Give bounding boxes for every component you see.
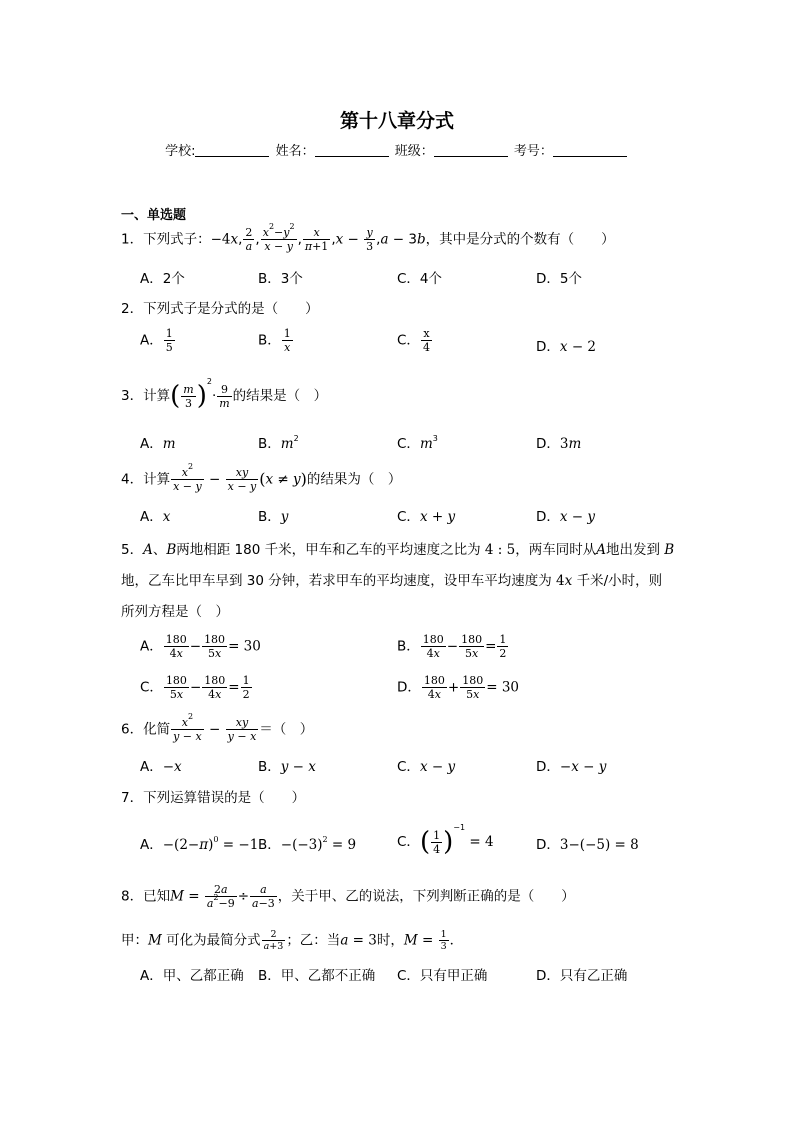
student-info-line xyxy=(0,140,794,159)
q2-option-a[interactable]: A． $\frac{1}{5}$ xyxy=(140,327,173,354)
q5-option-a[interactable]: A． $\frac{180}{4x}$ − $\frac{180}{5x}$ = 30 xyxy=(140,633,261,660)
q8-option-c[interactable]: C．只有甲正确 xyxy=(397,968,488,984)
q6-option-d[interactable]: D．−x − y xyxy=(536,759,607,775)
q8-option-b[interactable]: B．甲、乙都不正确 xyxy=(258,968,376,984)
question-2: 2．下列式子是分式的是（ ） xyxy=(121,301,319,317)
q7-option-a[interactable]: A．$-(2-\pi)^0 = -1$ xyxy=(140,835,259,853)
name-label: 姓名： xyxy=(275,144,315,159)
q8-option-a[interactable]: A．甲、乙都正确 xyxy=(140,968,244,984)
question-5-line-2: 地，乙车比甲车早到 30 分钟，若求甲车的平均速度，设甲车平均速度为 4x 千米/小时，则 xyxy=(121,573,663,589)
exam-number-label: 考号： xyxy=(513,144,553,159)
q7-option-c[interactable]: C．( $\frac{1}{4}$ )$^{-1}$ = 4 xyxy=(397,823,494,857)
q4-option-a[interactable]: A．x xyxy=(140,509,171,525)
q1-option-b[interactable]: B．3个 xyxy=(258,271,303,287)
q7-option-d[interactable]: D．3−(−5) = 8 xyxy=(536,837,639,853)
q6-option-c[interactable]: C．x − y xyxy=(397,759,456,775)
question-5-line-1: 5．A、B两地相距 180 千米，甲车和乙车的平均速度之比为 4 : 5，两车同时从A地出发到 B xyxy=(121,542,675,558)
q5-option-b[interactable]: B． $\frac{180}{4x}$ − $\frac{180}{5x}$ = $\frac{1}{2}$ xyxy=(397,633,507,660)
name-blank[interactable] xyxy=(315,144,389,157)
school-label: 学校: xyxy=(165,144,196,159)
q2-option-d[interactable]: D．x − 2 xyxy=(536,339,597,355)
q3-option-a[interactable]: A．m xyxy=(140,436,176,452)
school-blank[interactable] xyxy=(195,144,269,157)
question-5-line-3: 所列方程是（ ） xyxy=(121,604,229,620)
q5-option-d[interactable]: D． $\frac{180}{4x}$ + $\frac{180}{5x}$ = 30 xyxy=(397,674,519,701)
q6-option-a[interactable]: A．−x xyxy=(140,759,182,775)
formula: $\frac{x^2-y^2}{x - y}$ xyxy=(262,222,295,253)
question-4: 4．计算 $\frac{x^2}{x - y}$ − $\frac{xy}{x - y}$ (x ≠ y)的结果为（ ） xyxy=(121,462,402,493)
question-7: 7．下列运算错误的是（ ） xyxy=(121,790,306,806)
question-3: 3．计算( $\frac{m}{3}$ )$^2$· $\frac{9}{m}$ 的结果是（ ） xyxy=(121,377,328,411)
q8-option-d[interactable]: D．只有乙正确 xyxy=(536,968,628,984)
question-8: 8．已知M = $\frac{2a}{a^2-9}$ ÷ $\frac{a}{a-3}$ ，关于甲、乙的说法，下列判断正确的是（ ） xyxy=(121,883,575,910)
q6-option-b[interactable]: B．y − x xyxy=(258,759,316,775)
q4-option-d[interactable]: D．x − y xyxy=(536,509,596,525)
formula: $\frac{x}{\pi+1}$ xyxy=(304,226,329,253)
q4-option-c[interactable]: C．x + y xyxy=(397,509,456,525)
q7-option-b[interactable]: B．$-(-3)^2 = 9$ xyxy=(258,835,357,853)
page-title: 第十八章分式 xyxy=(339,110,454,132)
q1-option-c[interactable]: C．4个 xyxy=(397,271,443,287)
formula: $\frac{y}{3}$ xyxy=(366,226,374,253)
q1-option-a[interactable]: A．2个 xyxy=(140,271,185,287)
question-6: 6．化简 $\frac{x^2}{y - x}$ − $\frac{xy}{y - x}$ ＝（ ） xyxy=(121,712,314,743)
q4-option-b[interactable]: B．y xyxy=(258,509,289,525)
question-1: 1．下列式子：−4x, $\frac{2}{a}$ , $\frac{x^2-y^2}{x - y}$ , $\frac{x}{\pi+1}$ ,x − $\frac{y}{3}$ ,a − 3b，其中是分式的个数有（ ） xyxy=(121,222,615,253)
q1-option-d[interactable]: D．5个 xyxy=(536,271,582,287)
q2-option-b[interactable]: B． $\frac{1}{x}$ xyxy=(258,327,291,354)
section-heading: 一、单选题 xyxy=(121,208,187,223)
question-1-lead: 1．下列式子： xyxy=(121,231,211,248)
formula: $\frac{2}{a}$ xyxy=(245,226,253,253)
q5-option-c[interactable]: C． $\frac{180}{5x}$ − $\frac{180}{4x}$ = $\frac{1}{2}$ xyxy=(140,674,250,701)
question-8-line-2: 甲：M 可化为最简分式 $\frac{2}{a+3}$ ；乙：当a = 3时，M = $\frac{1}{3}$ ． xyxy=(121,929,464,952)
q3-option-c[interactable]: C．$m^3$ xyxy=(397,434,438,452)
class-blank[interactable] xyxy=(434,144,508,157)
q2-option-c[interactable]: C． $\frac{x}{4}$ xyxy=(397,327,430,354)
class-label: 班级： xyxy=(394,144,434,159)
exam-number-blank[interactable] xyxy=(553,144,627,157)
question-1-tail: ，其中是分式的个数有（ ） xyxy=(425,231,615,248)
q3-option-d[interactable]: D．3m xyxy=(536,436,582,452)
q3-option-b[interactable]: B．$m^2$ xyxy=(258,434,299,452)
